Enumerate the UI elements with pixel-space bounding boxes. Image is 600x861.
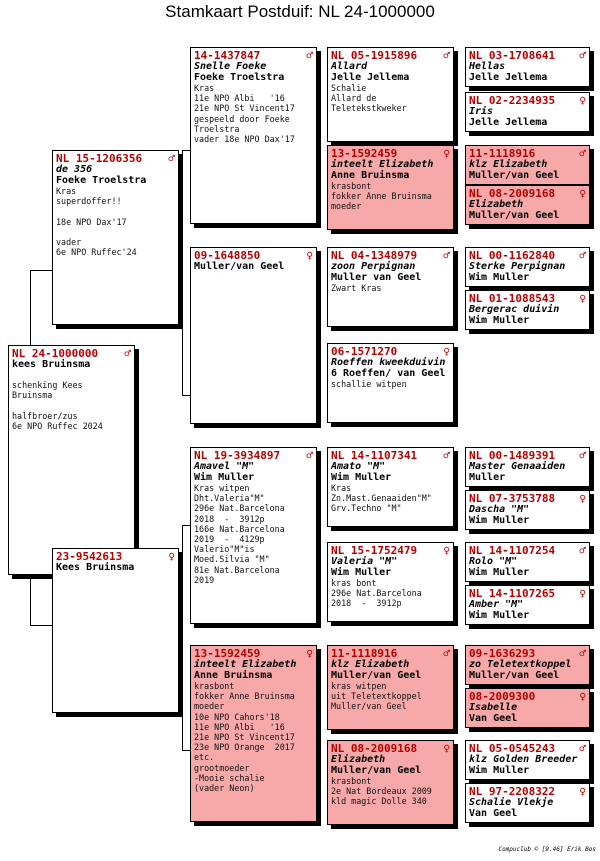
ring-number: 09-1636293	[469, 647, 536, 660]
pedigree-card-father[interactable]	[52, 150, 179, 325]
pigeon-name: Iris	[469, 106, 494, 117]
footer-credit: Compuclub © [9.46] Erik Bos	[498, 846, 596, 853]
ring-number: 23-9542613	[56, 550, 123, 563]
page-title: Stamkaart Postduif: NL 24-1000000	[165, 2, 435, 21]
owner-name: Muller/van Geel	[469, 670, 560, 681]
pigeon-name: inteelt Elizabeth	[194, 659, 297, 670]
pigeon-name: Master Genaaiden	[469, 461, 566, 472]
ring-number: NL 00-1162840	[469, 249, 556, 262]
sex-symbol: ♀	[579, 94, 586, 107]
pedigree-card-fff[interactable]	[327, 47, 454, 142]
connector-line	[30, 625, 52, 626]
ring-number: 11-1118916	[331, 647, 398, 660]
sex-symbol: ♀	[443, 147, 450, 160]
ring-number: 11-1118916	[469, 147, 536, 160]
sex-symbol: ♂	[168, 152, 175, 165]
pigeon-info: Schalie Allard de Teletekstkweker	[331, 83, 407, 114]
ring-number: NL 00-1489391	[469, 449, 556, 462]
connector-line	[182, 150, 190, 151]
sex-symbol: ♂	[306, 449, 313, 462]
pigeon-name: Isabelle	[469, 702, 518, 713]
pigeon-name: klz Elizabeth	[469, 159, 548, 170]
connector-line	[182, 525, 183, 750]
owner-name: Muller van Geel	[331, 272, 422, 283]
ring-number: NL 97-2208322	[469, 785, 556, 798]
owner-name: Kees Bruinsma	[56, 562, 135, 573]
pedigree-card-mfmm[interactable]	[465, 585, 590, 625]
pigeon-info: krasbont 2e Nat Bordeaux 2009 kld magic Dolle 340	[331, 776, 432, 807]
owner-name: Jelle Jellema	[331, 72, 410, 83]
ring-number: NL 14-1107265	[469, 587, 556, 600]
connector-line	[182, 395, 190, 396]
pigeon-name: Valeria "M"	[331, 556, 398, 567]
sex-symbol: ♂	[579, 147, 586, 160]
pigeon-name: Amavel "M"	[194, 461, 255, 472]
pigeon-info: kras bont 296e Nat.Barcelona 2018 - 3912p	[331, 578, 422, 609]
owner-name: Muller/van Geel	[469, 210, 560, 221]
owner-name: Muller/van Geel	[331, 765, 422, 776]
pigeon-name: Amato "M"	[331, 461, 386, 472]
pigeon-name: zoon Perpignan	[331, 261, 416, 272]
sex-symbol: ♂	[443, 49, 450, 62]
ring-number: NL 01-1088543	[469, 292, 556, 305]
owner-name: Muller/van Geel	[194, 261, 285, 272]
owner-name: Anne Bruinsma	[194, 670, 273, 681]
pedigree-card-mff[interactable]	[327, 447, 454, 527]
ring-number: 14-1437847	[194, 49, 261, 62]
pigeon-info: kras witpen uit Teletextkoppel Muller/van Geel	[331, 681, 422, 712]
pigeon-info: Zwart Kras	[331, 283, 382, 293]
pedigree-card-fm[interactable]	[190, 247, 317, 424]
pigeon-info: krasbont fokker Anne Bruinsma moeder 10e NPO Cahors'18 11e NPO Albi '16 21e NPO St Vincent17 23e NPO Orange 2017 etc. grootmoeder -Mooie schalie (vader Neon)	[194, 681, 295, 794]
owner-name: Wim Muller	[469, 272, 530, 283]
ring-number: NL 02-2234935	[469, 94, 556, 107]
pigeon-name: klz Golden Breeder	[469, 754, 578, 765]
ring-number: NL 14-1107254	[469, 544, 556, 557]
pedigree-card-mfm[interactable]	[327, 542, 454, 622]
ring-number: 08-2009300	[469, 690, 536, 703]
ring-number: NL 08-2009168	[469, 187, 556, 200]
pedigree-card-mffm[interactable]	[465, 490, 590, 530]
pedigree-card-fffm[interactable]	[465, 92, 590, 132]
sex-symbol: ♂	[579, 647, 586, 660]
sex-symbol: ♀	[443, 544, 450, 557]
connector-line	[182, 750, 190, 751]
connector-line	[30, 270, 52, 271]
pigeon-name: Rolo "M"	[469, 556, 518, 567]
owner-name: Foeke Troelstra	[194, 72, 285, 83]
pigeon-name: Sterke Perpignan	[469, 261, 566, 272]
sex-symbol: ♀	[579, 690, 586, 703]
owner-name: Wim Muller	[469, 515, 530, 526]
pedigree-card-ff[interactable]	[190, 47, 317, 224]
sex-symbol: ♀	[306, 647, 313, 660]
owner-name: Wim Muller	[194, 472, 255, 483]
owner-name: Muller	[469, 472, 506, 483]
pigeon-name: Roeffen kweekduivin	[331, 357, 446, 368]
pigeon-name: klz Elizabeth	[331, 659, 410, 670]
sex-symbol: ♀	[306, 249, 313, 262]
owner-name: Wim Muller	[331, 472, 392, 483]
pedigree-card-ffm[interactable]	[327, 145, 454, 230]
sex-symbol: ♀	[443, 742, 450, 755]
owner-name: Wim Muller	[331, 567, 392, 578]
pigeon-info: schallie witpen	[331, 379, 407, 389]
pedigree-card-mother[interactable]	[52, 548, 179, 713]
ring-number: 06-1571270	[331, 345, 398, 358]
ring-number: NL 15-1752479	[331, 544, 418, 557]
pigeon-name: inteelt Elizabeth	[331, 159, 434, 170]
sex-symbol: ♀	[579, 292, 586, 305]
connector-line	[182, 150, 183, 395]
sex-symbol: ♂	[579, 49, 586, 62]
owner-name: Muller/van Geel	[469, 170, 560, 181]
pedigree-card-mmmf[interactable]	[465, 740, 590, 780]
pigeon-info: Kras superdoffer!! 18e NPO Dax'17 vader 6e NPO Ruffec'24	[56, 186, 137, 258]
pedigree-card-fmfm[interactable]	[465, 290, 590, 330]
pedigree-card-mfmf[interactable]	[465, 542, 590, 582]
sex-symbol: ♂	[579, 449, 586, 462]
pedigree-card-ffff[interactable]	[465, 47, 590, 87]
pigeon-name: Dascha "M"	[469, 504, 530, 515]
ring-number: NL 08-2009168	[331, 742, 418, 755]
pedigree-card-ffmm[interactable]	[465, 185, 590, 225]
sex-symbol: ♀	[168, 550, 175, 563]
pedigree-card-fmff[interactable]	[465, 247, 590, 287]
pigeon-name: Allard	[331, 61, 368, 72]
ring-number: 09-1648850	[194, 249, 261, 262]
sex-symbol: ♂	[443, 647, 450, 660]
owner-name: Muller/van Geel	[331, 670, 422, 681]
pedigree-card-mmfm[interactable]	[465, 688, 590, 728]
pigeon-name: Elizabeth	[331, 754, 386, 765]
owner-name: Jelle Jellema	[469, 72, 548, 83]
ring-number: NL 05-0545243	[469, 742, 556, 755]
owner-name: Wim Muller	[469, 610, 530, 621]
pedigree-card-mmmm[interactable]	[465, 783, 590, 823]
ring-number: NL 24-1000000	[12, 347, 99, 360]
owner-name: Wim Muller	[469, 315, 530, 326]
connector-line	[182, 525, 190, 526]
pigeon-info: krasbont fokker Anne Bruinsma moeder	[331, 181, 432, 212]
pigeon-info: Kras witpen Dht.Valeria"M" 296e Nat.Barcelona 2018 - 3912p 166e Nat.Barcelona 2019 - 4129p Valerio"M"is Moed.Silvia "M" 81e Nat.Barcelona 2019	[194, 483, 285, 585]
ring-number: NL 15-1206356	[56, 152, 143, 165]
pigeon-name: Hellas	[469, 61, 506, 72]
ring-number: NL 03-1708641	[469, 49, 556, 62]
ring-number: 13-1592459	[331, 147, 398, 160]
pedigree-card-fmf[interactable]	[327, 247, 454, 327]
sex-symbol: ♂	[579, 544, 586, 557]
owner-name: Foeke Troelstra	[56, 175, 147, 186]
sex-symbol: ♀	[579, 492, 586, 505]
sex-symbol: ♀	[443, 345, 450, 358]
pigeon-info: schenking Kees Bruinsma halfbroer/zus 6e NPO Ruffec 2024	[12, 380, 103, 432]
sex-symbol: ♂	[306, 49, 313, 62]
pigeon-name: de 356	[56, 164, 93, 175]
pedigree-card-mmf[interactable]	[327, 645, 454, 730]
sex-symbol: ♂	[443, 449, 450, 462]
ring-number: NL 04-1348979	[331, 249, 418, 262]
pigeon-name: Amber "M"	[469, 599, 524, 610]
owner-name: kees Bruinsma	[12, 359, 91, 370]
pigeon-info: Kras Zn.Mast.Genaaiden"M" Grv.Techno "M"	[331, 483, 432, 514]
sex-symbol: ♀	[579, 785, 586, 798]
owner-name: Anne Bruinsma	[331, 170, 410, 181]
owner-name: Wim Muller	[469, 765, 530, 776]
owner-name: Wim Muller	[469, 567, 530, 578]
ring-number: NL 07-3753788	[469, 492, 556, 505]
pedigree-card-fmm[interactable]	[327, 343, 454, 423]
pedigree-card-mmm[interactable]	[327, 740, 454, 825]
pigeon-name: Elizabeth	[469, 199, 524, 210]
pigeon-name: Schalie Vlekje	[469, 797, 554, 808]
sex-symbol: ♂	[443, 249, 450, 262]
pedigree-card-mfff[interactable]	[465, 447, 590, 487]
ring-number: NL 14-1107341	[331, 449, 418, 462]
pigeon-name: zo Teletextkoppel	[469, 659, 572, 670]
pedigree-card-ffmf[interactable]	[465, 145, 590, 185]
sex-symbol: ♀	[579, 187, 586, 200]
sex-symbol: ♂	[124, 347, 131, 360]
ring-number: NL 19-3934897	[194, 449, 281, 462]
pedigree-card-mf[interactable]	[190, 447, 317, 624]
owner-name: Van Geel	[469, 808, 518, 819]
ring-number: NL 05-1915896	[331, 49, 418, 62]
pigeon-name: Snelle Foeke	[194, 61, 267, 72]
pigeon-info: Kras 11e NPO Albi '16 21e NPO St Vincent17 gespeeld door Foeke Troelstra vader 18e NPO Dax'17	[194, 83, 295, 145]
owner-name: Jelle Jellema	[469, 117, 548, 128]
pedigree-card-subject[interactable]	[8, 345, 135, 575]
pigeon-name: Bergerac duivin	[469, 304, 560, 315]
owner-name: Van Geel	[469, 713, 518, 724]
pedigree-card-mm[interactable]	[190, 645, 317, 822]
ring-number: 13-1592459	[194, 647, 261, 660]
sex-symbol: ♂	[579, 249, 586, 262]
owner-name: 6 Roeffen/ van Geel	[331, 368, 446, 379]
sex-symbol: ♂	[579, 742, 586, 755]
pedigree-card-mmff[interactable]	[465, 645, 590, 685]
sex-symbol: ♀	[579, 587, 586, 600]
